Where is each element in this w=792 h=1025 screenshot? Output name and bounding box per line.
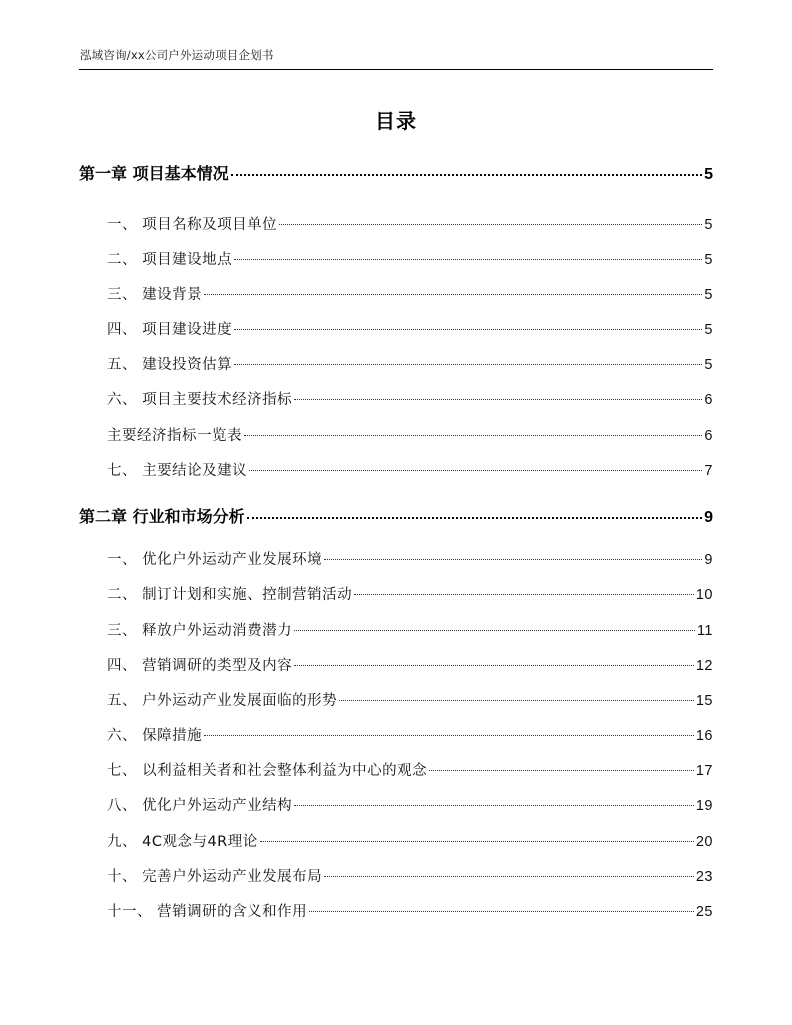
toc-entry-label: 四、 项目建设进度 xyxy=(107,322,233,338)
dot-leader xyxy=(234,364,702,365)
toc-entry[interactable] xyxy=(79,654,713,675)
toc-entry-page: 9 xyxy=(704,509,713,526)
toc-entry-page: 5 xyxy=(704,357,713,373)
dot-leader xyxy=(324,876,694,877)
toc-entry-label: 十一、 营销调研的含义和作用 xyxy=(107,904,308,920)
toc-entry-label: 五、 建设投资估算 xyxy=(107,357,233,373)
header-divider xyxy=(79,69,713,70)
toc-entry[interactable] xyxy=(79,759,713,780)
toc-entry-label: 三、 建设背景 xyxy=(107,287,203,303)
dot-leader xyxy=(249,470,702,471)
toc-entry-label: 十、 完善户外运动产业发展布局 xyxy=(107,869,323,885)
toc-entry-page: 6 xyxy=(704,392,713,408)
running-header: 泓域咨询/xx公司户外运动项目企划书 xyxy=(80,48,274,62)
toc-entry[interactable] xyxy=(79,459,713,480)
toc-entry[interactable] xyxy=(79,900,713,921)
toc-entry-page: 20 xyxy=(695,834,713,850)
toc-entry-page: 7 xyxy=(704,463,713,479)
toc-entry-label: 第二章 行业和市场分析 xyxy=(79,507,245,526)
toc-entry[interactable] xyxy=(79,689,713,710)
dot-leader xyxy=(260,841,694,842)
toc-entry-label: 第一章 项目基本情况 xyxy=(79,164,229,183)
dot-leader xyxy=(354,594,694,595)
dot-leader xyxy=(294,399,702,400)
toc-entry-label: 五、 户外运动产业发展面临的形势 xyxy=(107,693,338,709)
toc-entry[interactable] xyxy=(79,724,713,745)
dot-leader xyxy=(294,665,694,666)
dot-leader xyxy=(309,911,694,912)
toc-entry-label: 六、 项目主要技术经济指标 xyxy=(107,392,293,408)
toc-entry[interactable] xyxy=(79,548,713,569)
toc-entry-label: 三、 释放户外运动消费潜力 xyxy=(107,623,293,639)
dot-leader xyxy=(231,174,703,176)
toc-entry-chapter-2[interactable] xyxy=(79,504,713,527)
dot-leader xyxy=(324,559,702,560)
toc-entry-label: 六、 保障措施 xyxy=(107,728,203,744)
toc-entry-chapter-1[interactable] xyxy=(79,161,713,184)
toc-title: 目录 xyxy=(375,109,417,133)
toc-entry-page: 5 xyxy=(704,322,713,338)
toc-entry[interactable] xyxy=(79,213,713,234)
toc-entry-page: 10 xyxy=(695,587,713,603)
dot-leader xyxy=(339,700,694,701)
dot-leader xyxy=(247,517,703,519)
toc-entry[interactable] xyxy=(79,794,713,815)
toc-entry-page: 19 xyxy=(695,798,713,814)
toc-entry-label: 主要经济指标一览表 xyxy=(107,428,242,444)
toc-entry[interactable] xyxy=(79,865,713,886)
toc-entry-label: 二、 制订计划和实施、控制营销活动 xyxy=(107,587,353,603)
toc-entry[interactable] xyxy=(79,353,713,374)
dot-leader xyxy=(244,435,702,436)
toc-entry-page: 9 xyxy=(704,552,713,568)
toc-entry[interactable] xyxy=(79,583,713,604)
toc-entry[interactable] xyxy=(79,830,713,851)
toc-entry-page: 5 xyxy=(704,252,713,268)
toc-entry-label: 七、 以利益相关者和社会整体利益为中心的观念 xyxy=(107,763,428,779)
toc-entry-page: 23 xyxy=(695,869,713,885)
toc-entry[interactable] xyxy=(79,248,713,269)
toc-entry-page: 12 xyxy=(695,658,713,674)
dot-leader xyxy=(204,735,694,736)
toc-entry-page: 11 xyxy=(696,623,713,639)
toc-entry-label: 九、 4C观念与4R理论 xyxy=(107,834,258,850)
dot-leader xyxy=(234,329,702,330)
dot-leader xyxy=(204,294,702,295)
dot-leader xyxy=(234,259,702,260)
toc-entry-page: 17 xyxy=(695,763,713,779)
toc-entry-page: 25 xyxy=(695,904,713,920)
toc-entry-label: 八、 优化户外运动产业结构 xyxy=(107,798,293,814)
toc-entry-label: 一、 优化户外运动产业发展环境 xyxy=(107,552,323,568)
dot-leader xyxy=(294,805,694,806)
toc-entry-label: 七、 主要结论及建议 xyxy=(107,463,248,479)
toc-entry[interactable] xyxy=(79,619,713,640)
toc-entry-page: 15 xyxy=(695,693,713,709)
toc-entry[interactable] xyxy=(79,388,713,409)
toc-entry[interactable] xyxy=(79,424,713,445)
toc-entry-label: 一、 项目名称及项目单位 xyxy=(107,217,278,233)
toc-entry-label: 二、 项目建设地点 xyxy=(107,252,233,268)
toc-entry-page: 6 xyxy=(704,428,713,444)
dot-leader xyxy=(429,770,694,771)
toc-entry[interactable] xyxy=(79,318,713,339)
dot-leader xyxy=(294,630,695,631)
toc-entry-page: 16 xyxy=(695,728,713,744)
toc-entry-page: 5 xyxy=(704,166,713,183)
toc-entry-page: 5 xyxy=(704,217,713,233)
toc-entry-label: 四、 营销调研的类型及内容 xyxy=(107,658,293,674)
toc-entry-page: 5 xyxy=(704,287,713,303)
dot-leader xyxy=(279,224,702,225)
toc-entry[interactable] xyxy=(79,283,713,304)
